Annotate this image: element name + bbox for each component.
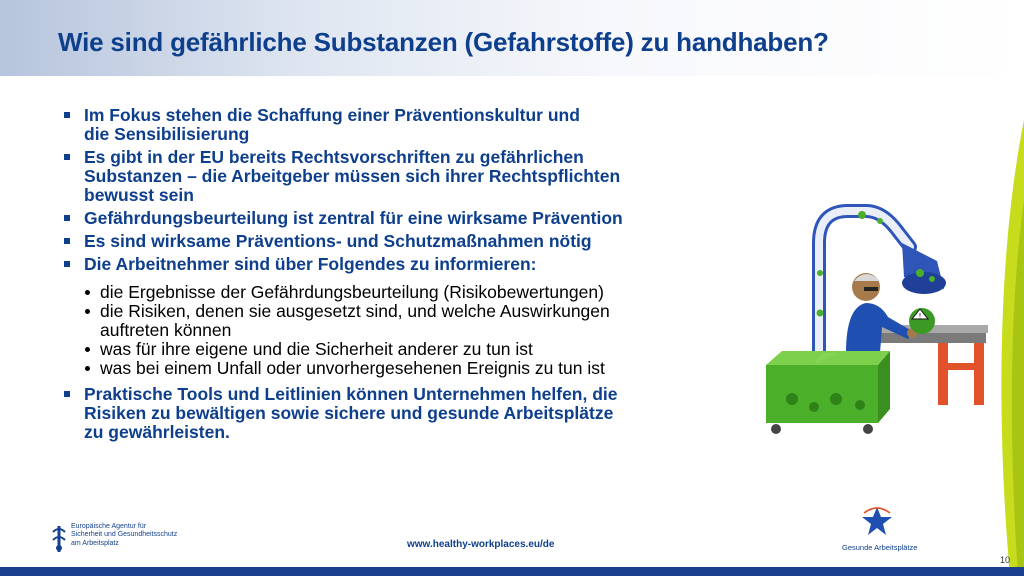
sub-bullet-item (62, 359, 722, 378)
sub-bullet-line: die Ergebnisse der Gefährdungsbeurteilung (Risikobewertungen) (100, 282, 604, 302)
bullet-line: Gefährdungsbeurteilung ist zentral für eine wirksame Prävention (84, 208, 623, 228)
bullet-line: Es gibt in der EU bereits Rechtsvorschriften zu gefährlichen (84, 147, 584, 167)
sub-bullet-line: die Risiken, denen sie ausgesetzt sind, und welche Auswirkungen (100, 301, 610, 321)
bullet-item (62, 106, 722, 144)
green-swoosh-decoration (990, 0, 1024, 576)
bullet-line: Im Fokus stehen die Schaffung einer Präventionskultur und (84, 105, 580, 125)
worker-extraction-illustration (762, 203, 994, 437)
bullet-line: Es sind wirksame Präventions- und Schutzmaßnahmen nötig (84, 231, 592, 251)
slide-title: Wie sind gefährliche Substanzen (Gefahrstoffe) zu handhaben? (58, 27, 829, 57)
dot-bullet-icon (85, 366, 90, 371)
bullet-item (62, 385, 722, 442)
agency-name-line: Europäische Agentur für (71, 523, 147, 530)
bullet-line: bewusst sein (84, 185, 194, 205)
bullet-line: Praktische Tools und Leitlinien können Unternehmen helfen, die (84, 384, 618, 404)
agency-name-line: am Arbeitsplatz (71, 539, 119, 547)
agency-name (71, 523, 186, 548)
bottom-bar (0, 567, 1024, 576)
square-bullet-icon (64, 391, 70, 397)
bullet-item (62, 148, 722, 205)
dot-bullet-icon (85, 290, 90, 295)
page-number: 10 (1000, 555, 1011, 565)
square-bullet-icon (64, 215, 70, 221)
sub-bullet-line: was bei einem Unfall oder unvorhergesehenen Ereignis zu tun ist (100, 358, 605, 378)
sub-bullet-item (62, 340, 722, 359)
square-bullet-icon (64, 112, 70, 118)
bullet-line: Substanzen – die Arbeitgeber müssen sich ihrer Rechtspflichten (84, 166, 621, 186)
sub-bullet-line: was für ihre eigene und die Sicherheit anderer zu tun ist (100, 339, 533, 359)
square-bullet-icon (64, 261, 70, 267)
svg-text:!: ! (918, 312, 922, 321)
sub-bullet-line: auftreten können (100, 320, 232, 340)
dot-bullet-icon (85, 309, 90, 314)
sub-bullet-item (62, 283, 722, 302)
bullet-item (62, 255, 722, 274)
agency-logo (50, 522, 180, 556)
campaign-label: Gesunde Arbeitsplätze (842, 543, 918, 552)
bullet-line: Die Arbeitnehmer sind über Folgendes zu informieren: (84, 254, 537, 274)
dot-bullet-icon (85, 347, 90, 352)
agency-name-line: Sicherheit und Gesundheitsschutz (71, 531, 178, 539)
bullet-item (62, 209, 722, 228)
bullet-line: zu gewährleisten. (84, 422, 230, 442)
square-bullet-icon (64, 154, 70, 160)
campaign-logo (842, 504, 918, 556)
sub-bullet-list (62, 283, 722, 378)
square-bullet-icon (64, 238, 70, 244)
sub-bullet-item (62, 302, 722, 340)
star-figure-icon (858, 504, 896, 538)
bullet-line: die Sensibilisierung (84, 124, 250, 144)
bullet-list (62, 106, 722, 446)
eu-osha-emblem-icon (50, 524, 68, 554)
bullet-item (62, 232, 722, 251)
bullet-line: Risiken zu bewältigen sowie sichere und gesunde Arbeitsplätze (84, 403, 614, 423)
footer-url[interactable]: www.healthy-workplaces.eu/de (407, 539, 555, 550)
